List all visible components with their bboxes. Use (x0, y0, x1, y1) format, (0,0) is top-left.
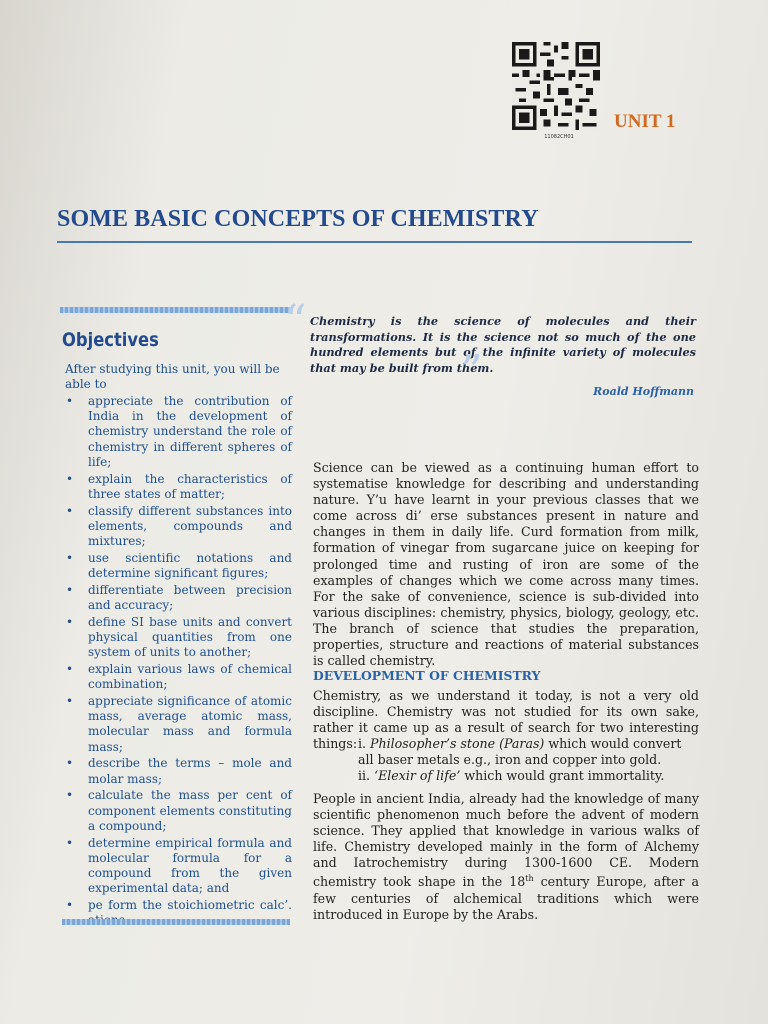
objective-item: • explain various laws of chemical combination; (64, 662, 292, 692)
list-item-text: which would convert all baser metals e.g., iron and copper into gold. (358, 736, 682, 768)
superscript: th (525, 874, 534, 884)
unit-label: UNIT 1 (614, 111, 676, 132)
section-heading: DEVELOPMENT OF CHEMISTRY (313, 668, 541, 683)
objectives-heading: Objectives (62, 329, 159, 351)
list-item-title: Philosopher’s stone (Paras) (370, 736, 545, 751)
open-quote-icon: “ (284, 296, 307, 347)
list-item-text: which would grant immortality. (464, 768, 665, 783)
objective-item: • pe form the stoichiometric calc’. (64, 898, 292, 928)
list-item-philosophers-stone (358, 736, 700, 768)
objective-item: • calculate the mass per cent of component elements constituting a compound; (64, 788, 292, 834)
development-paragraph: Chemistry, as we understand it today, is not a very old discipline. Chemistry was not studied for its own sake, rather it came up as a result of search for two interesting things: (313, 688, 699, 752)
objectives-intro: After studying this unit, you will be able to (65, 362, 280, 391)
close-quote-icon: ” (460, 346, 483, 397)
quote-author: Roald Hoffmann (593, 385, 694, 398)
objective-item: • describe the terms – mole and molar mass; (64, 756, 292, 786)
list-numeral: i. (358, 736, 367, 751)
objectives-list (64, 394, 292, 930)
objective-item: • differentiate between precision and accuracy; (64, 583, 292, 613)
objective-item: • classify different substances into elements, compounds and mixtures; (64, 504, 292, 550)
objective-item: • appreciate significance of atomic mass, average atomic mass, molecular mass and formula mass; (64, 694, 292, 755)
list-item-title: ‘Elexir of life’ (374, 768, 461, 783)
title-divider (57, 241, 692, 243)
history-paragraph (313, 791, 699, 923)
objective-item: • appreciate the contribution of India in the development of chemistry understand the role of chemistry in different spheres of life; (64, 394, 292, 470)
qr-code-icon (512, 42, 600, 130)
objectives-bottom-bar (62, 919, 290, 925)
history-text-a: People in ancient India, already had the knowledge of many scientific phenomenon much before the advent of modern science. They applied that knowledge in various walks of life. Chemistry developed mainly in the form of Alchemy and Iatrochemistry during 1300-1600 CE. Modern chemistry took shape in the 18 (313, 791, 699, 890)
quote-text: Chemistry is the science of molecules and their transformations. It is the science not so much of the one hundred elements but of the infinite variety of molecules that may be built from them. (310, 314, 696, 375)
list-numeral: ii. (358, 768, 371, 783)
chapter-title: SOME BASIC CONCEPTS OF CHEMISTRY (57, 206, 539, 232)
intro-paragraph: Science can be viewed as a continuing human effort to systematise knowledge for describing and understanding nature. Y’u have learnt in your previous classes that we come across di’ erse substances present in nature and changes in them in daily life. Curd formation from milk, formation of vinegar from sugarcane juice on keeping for prolonged time and rusting of iron are some of the examples of changes which we come across many times. For the sake of convenience, science is sub-divided into various disciplines: chemistry, physics, biology, geology, etc. The branch of science that studies the preparation, properties, structure and reactions of material substances is called chemistry. (313, 460, 699, 669)
objective-item: • define SI base units and convert physical quantities from one system of units to another; (64, 615, 292, 661)
objective-item: • explain the characteristics of three states of matter; (64, 472, 292, 502)
objectives-top-bar (60, 307, 290, 313)
qr-code-label: 11082CH01 (544, 134, 574, 140)
history-text-b: century Europe, after a few centuries of alchemical traditions which were introduced in Europe by the Arabs. (313, 874, 699, 922)
objective-item: • determine empirical formula and molecular formula for a compound from the given experimental data; and (64, 836, 292, 897)
objective-item: • use scientific notations and determine significant figures; (64, 551, 292, 581)
list-item-elexir-of-life (358, 768, 700, 784)
